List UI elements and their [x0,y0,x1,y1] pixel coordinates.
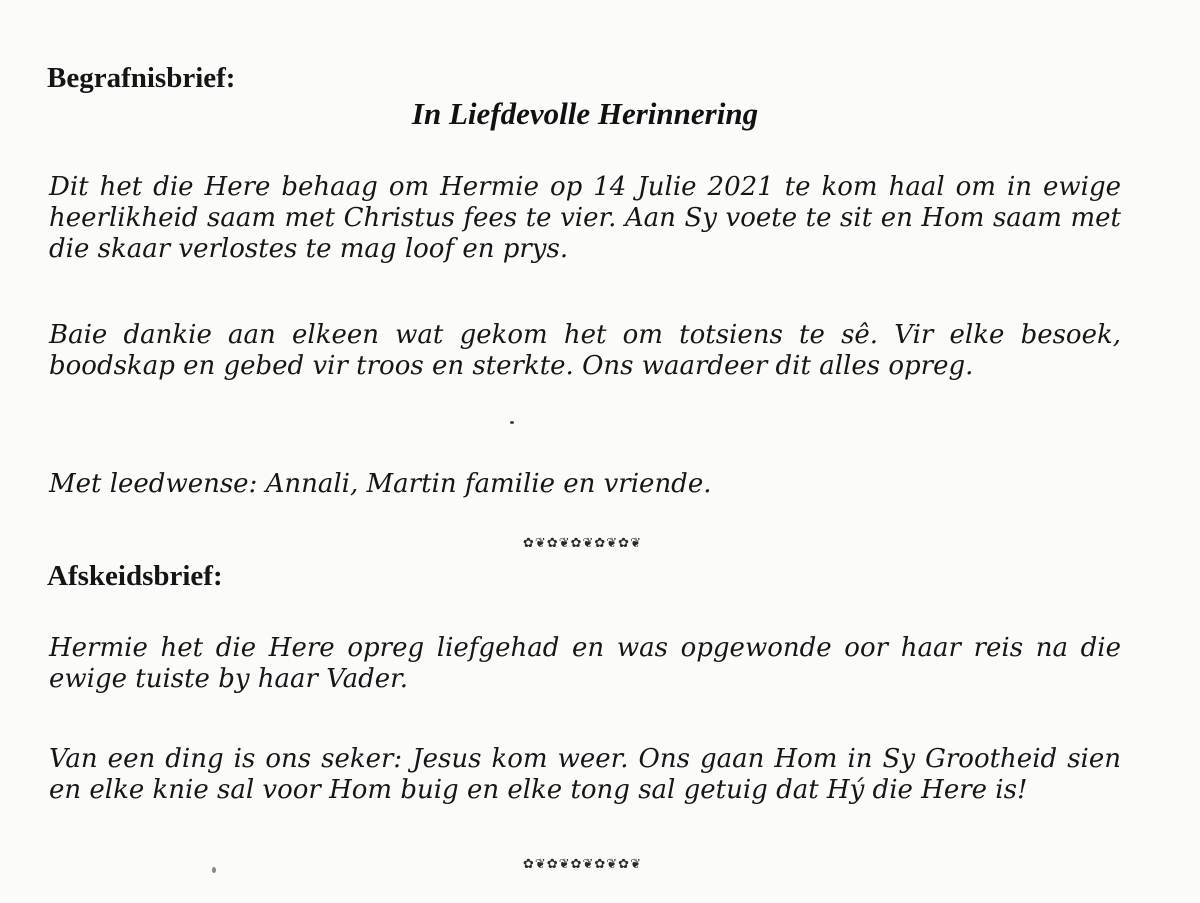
ornament-divider-bottom: ✿❦✿❦✿❦✿❦✿❦ [523,857,642,872]
paragraph-announcement: Dit het die Here behaag om Hermie op 14 Julie 2021 te kom haal om in ewige heerlikheid saam met Christus fees te vier. Aan Sy voete te sit en Hom saam met die skaar verlostes te mag loof en prys. [49,172,1121,264]
farewell-letter-heading: Afskeidsbrief: [47,560,223,592]
scan-speck [212,867,216,873]
paragraph-thanks: Baie dankie aan elkeen wat gekom het om totsiens te sê. Vir elke besoek, boodskap en gebed vir troos en sterkte. Ons waardeer dit alles opreg. [49,320,1121,381]
scan-speck [510,421,514,424]
paragraph-faith: Van een ding is ons seker: Jesus kom weer. Ons gaan Hom in Sy Grootheid sien en elke knie sal voor Hom buig en elke tong sal getuig dat Hý die Here is! [49,744,1121,805]
funeral-letter-heading: Begrafnisbrief: [47,62,236,94]
paragraph-farewell: Hermie het die Here opreg liefgehad en was opgewonde oor haar reis na die ewige tuiste by haar Vader. [49,633,1121,694]
ornament-divider-top: ✿❦✿❦✿❦✿❦✿❦ [523,536,642,551]
memorial-title: In Liefdevolle Herinnering [411,96,759,131]
paragraph-condolences: Met leedwense: Annali, Martin familie en vriende. [49,469,712,499]
